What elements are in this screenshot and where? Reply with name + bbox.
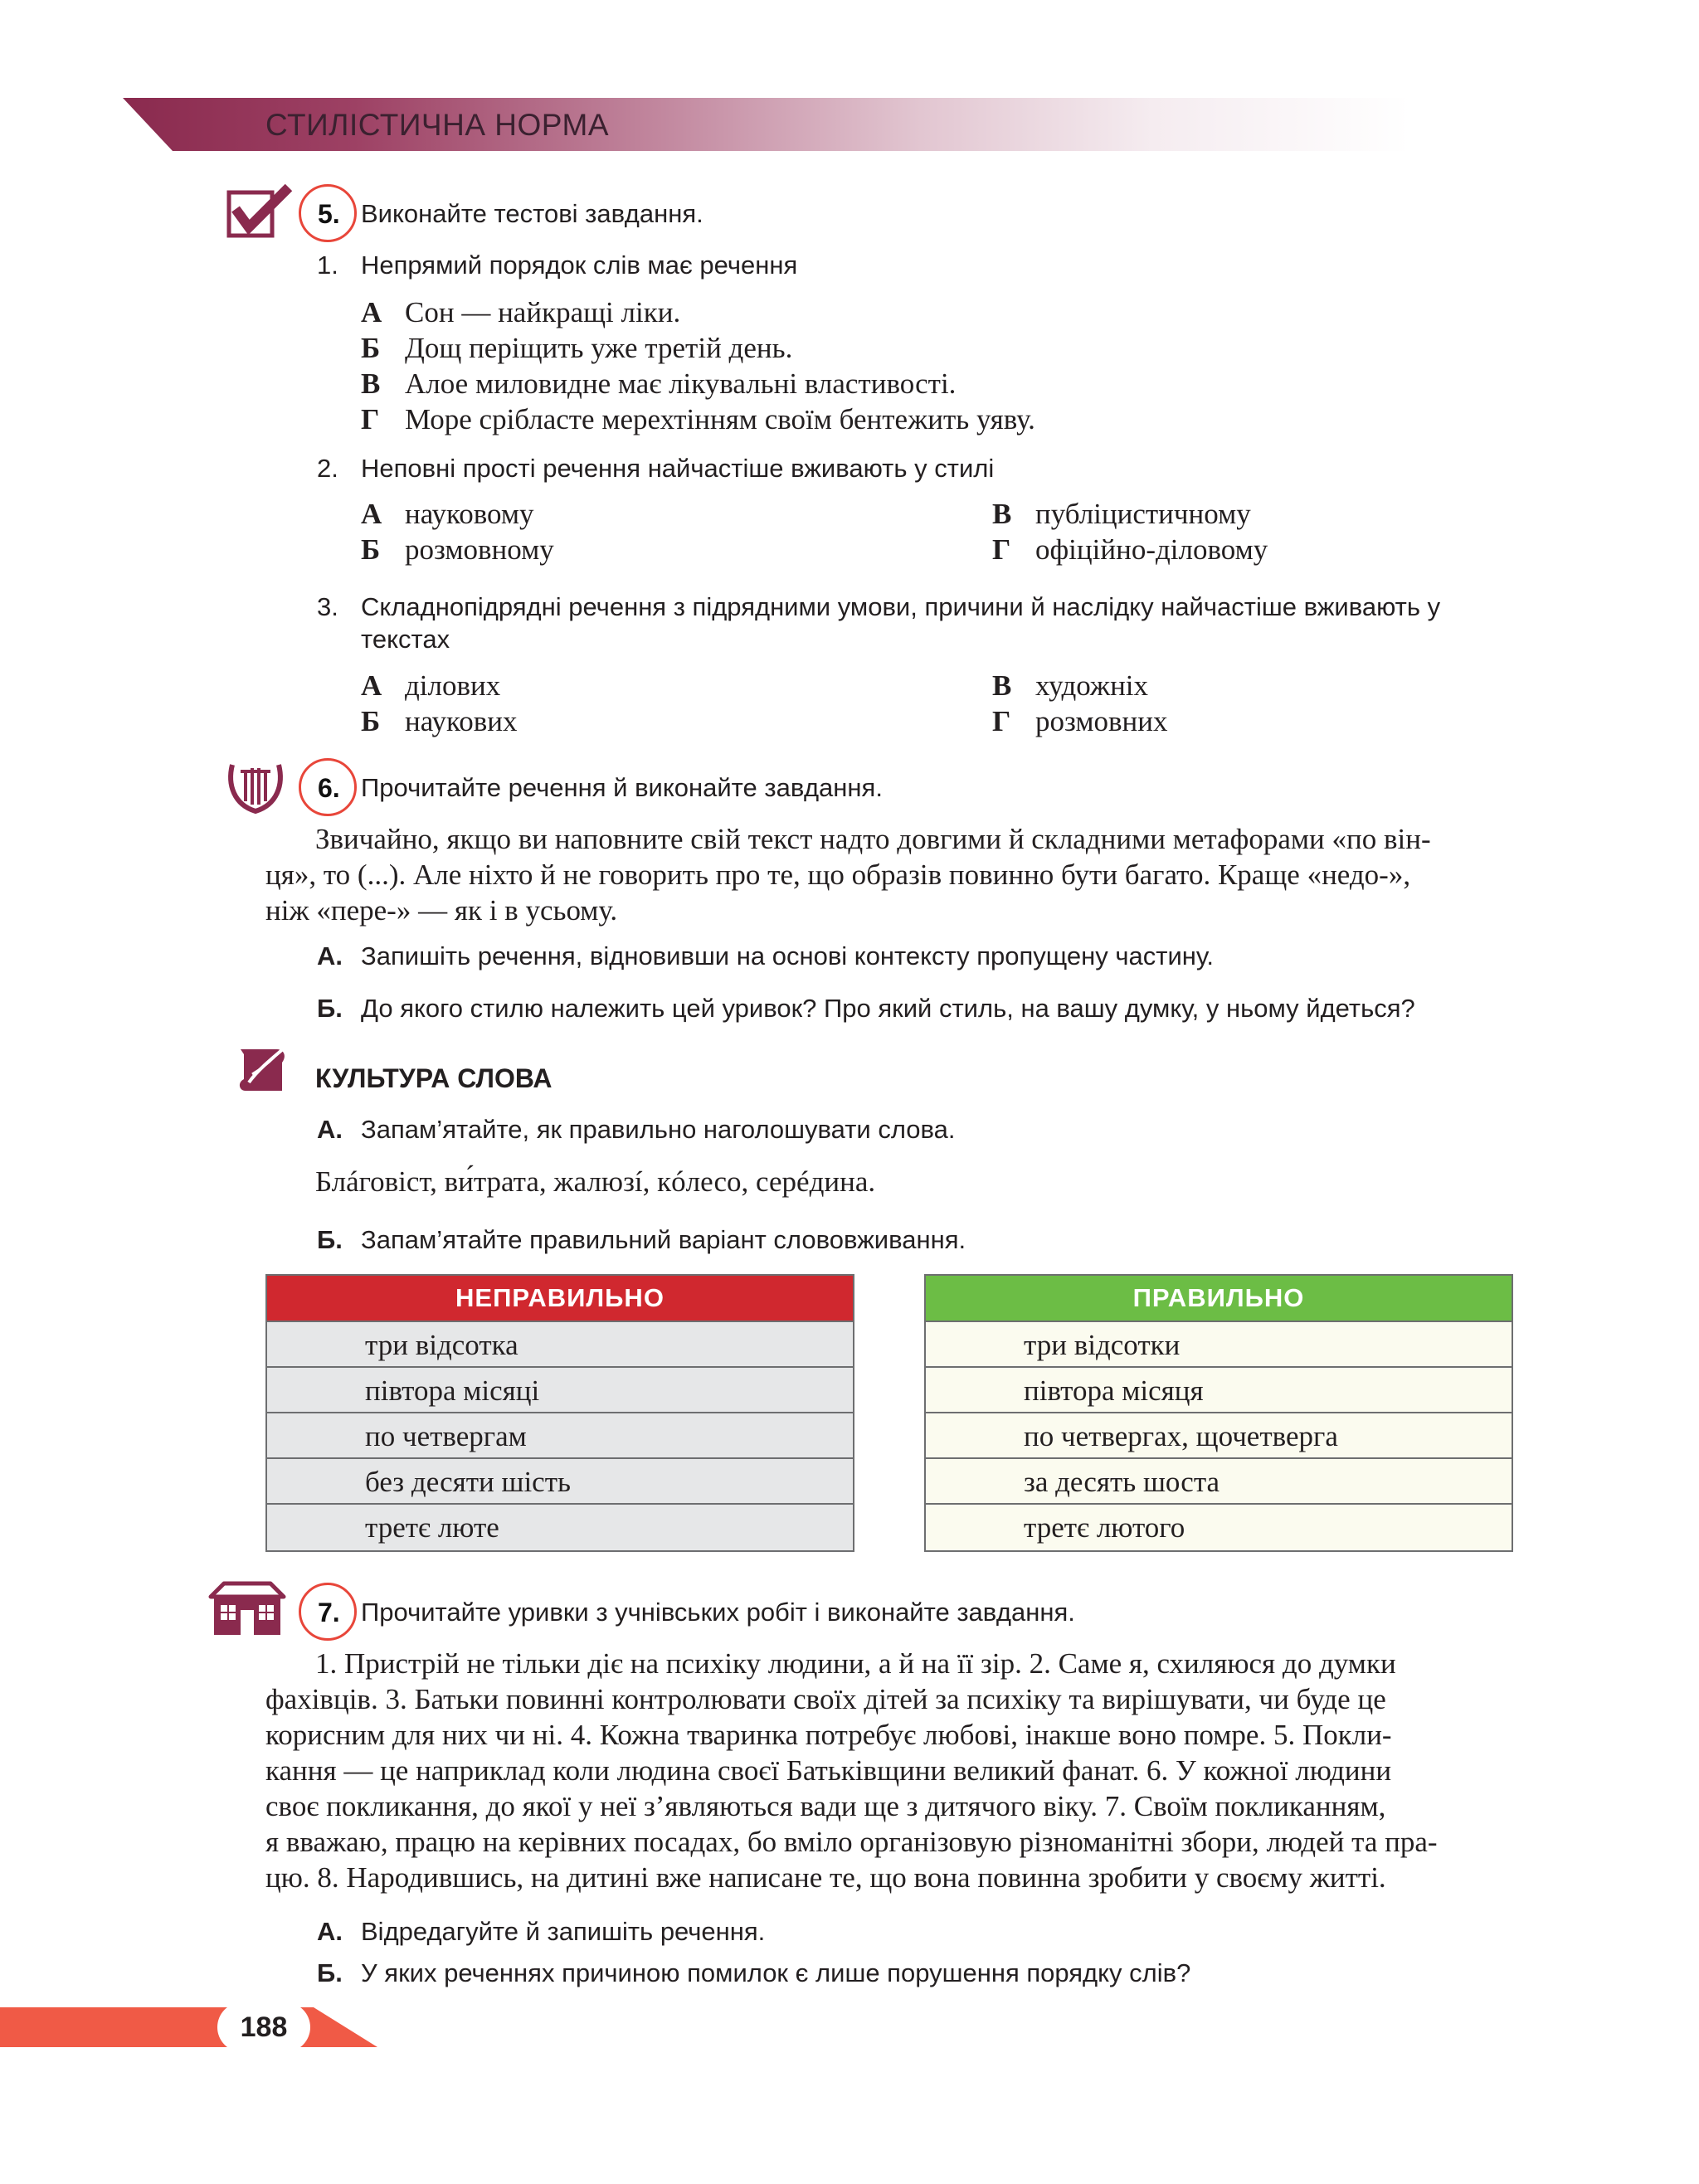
answer-option-text: розмовних [1035, 705, 1168, 737]
passage-line: своє покликання, до якої у неї з’являються вади ще з дитячого віку. 7. Своїм покликанням, [265, 1790, 1386, 1822]
table-cell: за десять шоста [926, 1459, 1512, 1505]
subtask-text: Відредагуйте й запишіть речення. [361, 1917, 766, 1946]
task-instruction: Прочитайте речення й виконайте завдання. [361, 773, 883, 802]
answer-option-text: науковому [405, 498, 534, 530]
subtask-text: Запам’ятайте правильний варіант слововживання. [361, 1225, 966, 1254]
table-cell: три відсотки [926, 1322, 1512, 1368]
quill-scroll-icon [236, 1041, 294, 1099]
passage-line: фахівців. 3. Батьки повинні контролювати своїх дітей за психіку та вирішувати, чи буде це [265, 1683, 1386, 1715]
checkmark-test-icon [226, 184, 294, 239]
answer-option-text: художніх [1035, 669, 1149, 702]
answer-option: В [992, 498, 1012, 530]
table-cell: по четвергам [267, 1413, 853, 1459]
answer-option: А [361, 296, 382, 328]
question-text: текстах [361, 625, 450, 654]
correct-usage-table [924, 1274, 1513, 1552]
answer-option-text: Дощ періщить уже третій день. [405, 332, 793, 364]
house-icon [207, 1580, 287, 1638]
page-number: 188 [240, 2011, 288, 2043]
section-title: КУЛЬТУРА СЛОВА [315, 1063, 553, 1093]
subtask-text: Запишіть речення, відновивши на основі контексту пропущену частину. [361, 941, 1214, 970]
answer-option: А [361, 498, 382, 530]
answer-option-text: Алое миловидне має лікувальні властивості. [405, 367, 957, 400]
answer-option-text: ділових [405, 669, 501, 702]
table-cell: три відсотка [267, 1322, 853, 1368]
task-number: 6. [318, 773, 340, 803]
subtask-letter: Б. [317, 1958, 343, 1987]
lyre-icon [226, 760, 285, 818]
passage-line: ця», то (...). Але ніхто й не говорить про те, що образів повинно бути багато. Краще «недо-», [265, 859, 1411, 891]
answer-option-text: офіційно-діловому [1035, 533, 1268, 566]
answer-option-text: Сон — найкращі ліки. [405, 296, 681, 328]
subtask-letter: А. [317, 1115, 343, 1144]
task-number: 7. [318, 1598, 340, 1627]
table-cell: півтора місяці [267, 1368, 853, 1413]
passage-line: я вважаю, працю на керівних посадах, бо вміло організовую різноманітні збори, людей та пра- [265, 1826, 1438, 1858]
question-number: 3. [317, 592, 338, 621]
subtask-letter: Б. [317, 994, 343, 1023]
task-instruction: Виконайте тестові завдання. [361, 199, 703, 228]
answer-option-text: Море срібласте мерехтінням своїм бентежить уяву. [405, 403, 1035, 435]
subtask-letter: Б. [317, 1225, 343, 1254]
incorrect-usage-table [265, 1274, 854, 1552]
passage-line: 1. Пристрій не тільки діє на психіку людини, а й на її зір. 2. Саме я, схиляюся до думки [315, 1647, 1396, 1680]
passage-line: корисним для них чи ні. 4. Кожна тваринка потребує любові, інакше воно помре. 5. Покли- [265, 1719, 1392, 1751]
subtask-letter: А. [317, 1917, 343, 1946]
answer-option: В [992, 669, 1012, 702]
answer-option: Г [992, 705, 1011, 737]
question-number: 1. [317, 251, 338, 280]
task-instruction: Прочитайте уривки з учнівських робіт і виконайте завдання. [361, 1598, 1075, 1627]
answer-option: Г [992, 533, 1011, 566]
passage-line: Звичайно, якщо ви наповните свій текст надто довгими й складними метафорами «по він- [315, 823, 1431, 855]
subtask-text: До якого стилю належить цей уривок? Про який стиль, на вашу думку, у ньому йдеться? [361, 994, 1415, 1023]
answer-option-text: розмовному [405, 533, 554, 566]
stress-words: Блáговіст, ви́трата, жалюзí, кóлесо, серéдина. [315, 1165, 876, 1198]
question-number: 2. [317, 454, 338, 483]
page-header-title: СТИЛІСТИЧНА НОРМА [265, 108, 610, 142]
table-cell: півтора місяця [926, 1368, 1512, 1413]
table-header-correct: ПРАВИЛЬНО [926, 1276, 1512, 1322]
table-cell: третє люте [267, 1505, 853, 1550]
page-number-bar [0, 2007, 377, 2047]
question-text: Непрямий порядок слів має речення [361, 251, 798, 280]
table-header-incorrect: НЕПРАВИЛЬНО [267, 1276, 853, 1322]
answer-option: Г [361, 403, 380, 435]
answer-option: Б [361, 533, 381, 566]
answer-option: В [361, 367, 381, 400]
question-text: Складнопідрядні речення з підрядними умови, причини й наслідку найчастіше вживають у [361, 592, 1441, 621]
answer-option: Б [361, 705, 381, 737]
passage-line: цю. 8. Народившись, на дитині вже написане те, що вона повинна зробити у своєму житті. [265, 1861, 1386, 1894]
subtask-text: У яких реченнях причиною помилок є лише порушення порядку слів? [361, 1958, 1191, 1987]
answer-option-text: наукових [405, 705, 518, 737]
subtask-text: Запам’ятайте, як правильно наголошувати слова. [361, 1115, 956, 1144]
table-cell: без десяти шість [267, 1459, 853, 1505]
table-cell: третє лютого [926, 1505, 1512, 1550]
answer-option: А [361, 669, 382, 702]
answer-option-text: публіцистичному [1035, 498, 1251, 530]
question-text: Неповні прості речення найчастіше вживають у стилі [361, 454, 995, 483]
table-cell: по четвергах, щочетверга [926, 1413, 1512, 1459]
passage-line: ніж «пере-» — як і в усьому. [265, 894, 618, 927]
subtask-letter: А. [317, 941, 343, 970]
task-number: 5. [318, 199, 340, 229]
answer-option: Б [361, 332, 381, 364]
passage-line: кання — це наприклад коли людина своєї Батьківщини великий фанат. 6. У кожної людини [265, 1754, 1392, 1787]
